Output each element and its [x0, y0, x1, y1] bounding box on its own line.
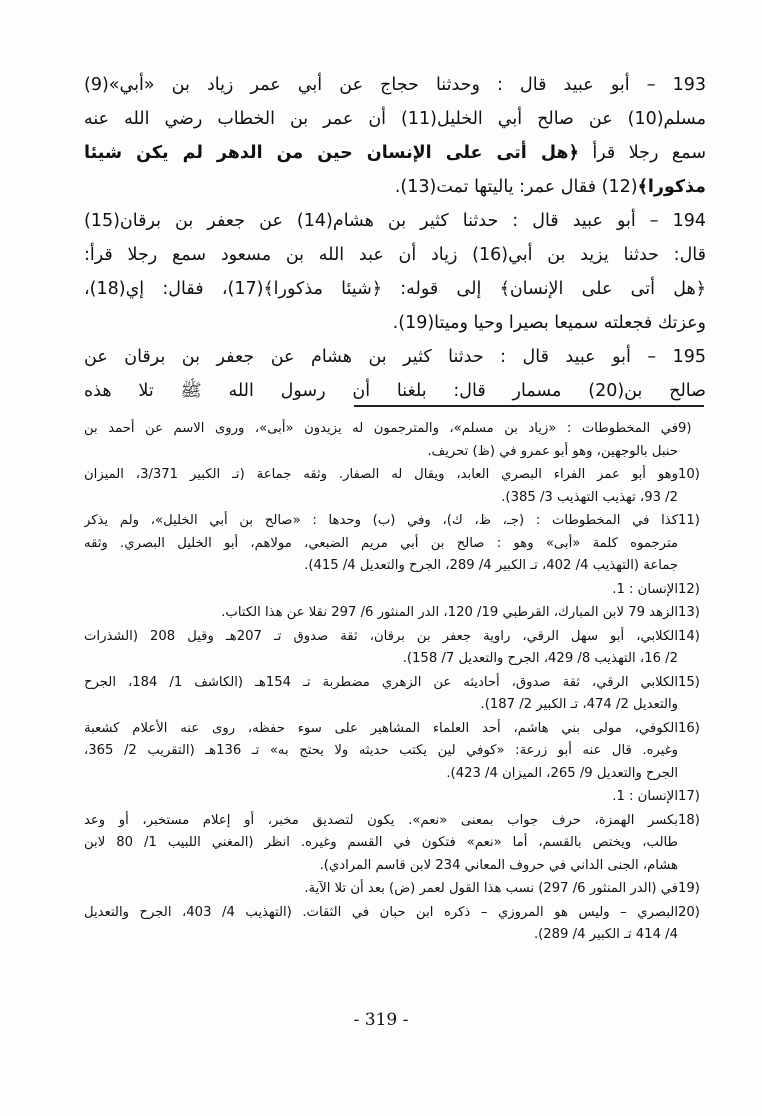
footnote-number: 10) — [678, 467, 700, 482]
footnote-body — [84, 602, 678, 625]
main-text-line: وعزتك فجعلته سميعا بصيرا وحيا وميتا(19). — [392, 313, 706, 333]
footnote-line: في المخطوطات : «زياد بن مسلم»، والمترجمون له يزيدون «أبى»، وروى الاسم عن أحمد بن — [84, 421, 678, 436]
footnote-number: 15) — [678, 674, 700, 690]
quran-quote: مذكورا﴾ — [637, 177, 706, 197]
footnote — [84, 510, 706, 578]
main-text-line: صالح بن(20) مسمار قال: بلغنا أن رسول الله ﷺ تلا هذه — [84, 381, 706, 401]
footnote-body — [84, 464, 678, 509]
footnote-line: مترجموه كلمة «أبى» وهو : صالح بن أبي مريم الضبعي، مولاهم، أبو الخليل البصري. وثقه — [84, 535, 678, 551]
footnote-line: الجرح والتعديل 9/ 265، الميزان 4/ 423). — [446, 765, 678, 781]
footnote-line: بكسر الهمزة، حرف جواب بمعنى «نعم». يكون لتصديق مخبر، أو إعلام مستخبر، أو وعد — [84, 812, 678, 828]
footnote-line: وغيره. قال عنه أبو زرعة: «كوفي لين يكتب حديثه ولا يحتج به» تـ 136هـ (التقريب 2/ 365، — [84, 743, 678, 758]
footnote-line: في (الدر المنثور 6/ 297) نسب هذا القول لعمر (ض) بعد أن تلا الآية. — [304, 881, 678, 896]
main-text-line: مذكورا﴾(12) فقال عمر: ياليتها تمت(13). — [394, 177, 706, 197]
footnote-line: 2/ 93، تهذيب التهذيب 3/ 385). — [501, 489, 678, 505]
main-text — [84, 68, 706, 408]
footnote-body — [84, 786, 678, 809]
footnote-line: والتعديل 2/ 474، تـ الكبير 2/ 187). — [480, 697, 678, 712]
footnote-line: الكوفي، مولى بني هاشم، أحد العلماء المشاهير على سوء حفظه، روى عنه الأعلام كشعبة — [84, 720, 678, 736]
page-number: - 319 - — [353, 1010, 409, 1030]
main-text-line: 194 – أبو عبيد قال : حدثنا كثير بن هشام(14) عن جعفر بن برقان(15) — [84, 211, 706, 231]
footnotes — [84, 418, 706, 948]
footnote — [84, 579, 706, 602]
footnote-number: 20) — [678, 904, 700, 920]
footnote-number: 9) — [678, 421, 692, 436]
footnote — [84, 672, 706, 717]
footnote-number: 12) — [678, 581, 700, 597]
footnote — [84, 786, 706, 809]
footnote-line: كذا في المخطوطات : (جـ، ظ، ك)، وفي (ب) وحدها : «صالح بن أبي الخليل»، ولم يذكر — [84, 513, 678, 528]
footnote-line: طالب، ويختص بالقسم، أما «نعم» فتكون في القسم وغيره. انظر (المغني اللبيب 1/ 80 لابن — [84, 835, 678, 850]
footnote-body — [84, 626, 678, 671]
footnote-body — [84, 810, 678, 878]
footnote-body — [84, 718, 678, 786]
footnote-body — [84, 878, 678, 901]
main-text-line: 195 – أبو عبيد قال : حدثنا كثير بن هشام عن جعفر بن برقان عن — [84, 347, 706, 367]
footnote-body — [84, 902, 678, 947]
footnote — [84, 810, 706, 878]
footnote-number: 17) — [678, 789, 700, 804]
main-text-line: مسلم(10) عن صالح أبي الخليل(11) أن عمر بن الخطاب رضي الله عنه — [84, 109, 706, 129]
footnote — [84, 878, 706, 901]
footnote-line: الإنسان : 1. — [612, 789, 678, 804]
footnote-line: الكلابي الرقي، ثقة صدوق، أحاديثه عن الزهري مضطربة تـ 154هـ (الكاشف 1/ 184، الجرح — [84, 674, 678, 690]
quran-quote: ﴿هل أتى على الإنسان حين من الدهر لم يكن شيئا — [84, 143, 579, 163]
footnote-number: 18) — [678, 812, 700, 828]
footnote — [84, 464, 706, 509]
main-text-line: سمع رجلا قرأ ﴿هل أتى على الإنسان حين من الدهر لم يكن شيئا — [84, 143, 706, 163]
footnote-number: 14) — [678, 628, 700, 644]
footnote — [84, 718, 706, 786]
main-text-line: ﴿هل أتى على الإنسان﴾ إلى قوله: ﴿شيئا مذكورا﴾(17)، فقال: إي(18)، — [84, 279, 706, 299]
footnote-line: البصري – وليس هو المروزي – ذكره ابن حبان في الثقات. (التهذيب 4/ 403، الجرح والتعديل — [84, 904, 678, 920]
footnote-number: 19) — [678, 881, 700, 896]
footnote-line: 2/ 16، التهذيب 8/ 429، الجرح والتعديل 7/ 158). — [402, 651, 678, 666]
footnote-line: الزهد 79 لابن المبارك، القرطبي 19/ 120، الدر المنثور 6/ 297 نقلا عن هذا الكتاب. — [221, 605, 678, 620]
footnote-separator — [354, 405, 704, 407]
footnote-line: 4/ 414 تـ الكبير 4/ 289). — [533, 927, 678, 942]
main-text-line: قال: حدثنا يزيد بن أبي(16) زياد أن عبد الله بن مسعود سمع رجلا قرأ: — [84, 245, 706, 265]
footnote-line: جماعة (التهذيب 4/ 402، تـ الكبير 4/ 289، الجرح والتعديل 4/ 415). — [304, 558, 678, 573]
footnote — [84, 602, 706, 625]
footnote-line: وهو أبو عمر الفراء البصري العابد، ويقال له الصفار. وثقه جماعة (تـ الكبير 3/371، الميزان — [84, 467, 678, 482]
footnote-number: 11) — [678, 513, 700, 528]
footnote-line: الكلابي، أبو سهل الرقي، راوية جعفر بن برقان، ثقة صدوق تـ 207هـ وقيل 208 (الشذرات — [84, 628, 678, 644]
footnote — [84, 902, 706, 947]
footnote-number: 13) — [678, 605, 700, 620]
footnote-number: 16) — [678, 720, 700, 736]
footnote-body — [84, 672, 678, 717]
footnote-line: حنبل بالوجهين، وهو أبو عمرو في (ظ) تحريف. — [427, 443, 678, 459]
main-text-line: 193 – أبو عبيد قال : وحدثنا حجاج عن أبي عمر زياد بن «أبي»(9) — [84, 75, 706, 95]
footnote-line: هشام، الجنى الداني في حروف المعاني 234 لابن قاسم المرادي). — [319, 857, 678, 873]
footnote — [84, 626, 706, 671]
footnote-line: الإنسان : 1. — [612, 581, 678, 597]
footnote-body — [84, 579, 678, 602]
footnote-body — [84, 418, 678, 463]
footnote-body — [84, 510, 678, 578]
footnote — [84, 418, 706, 463]
